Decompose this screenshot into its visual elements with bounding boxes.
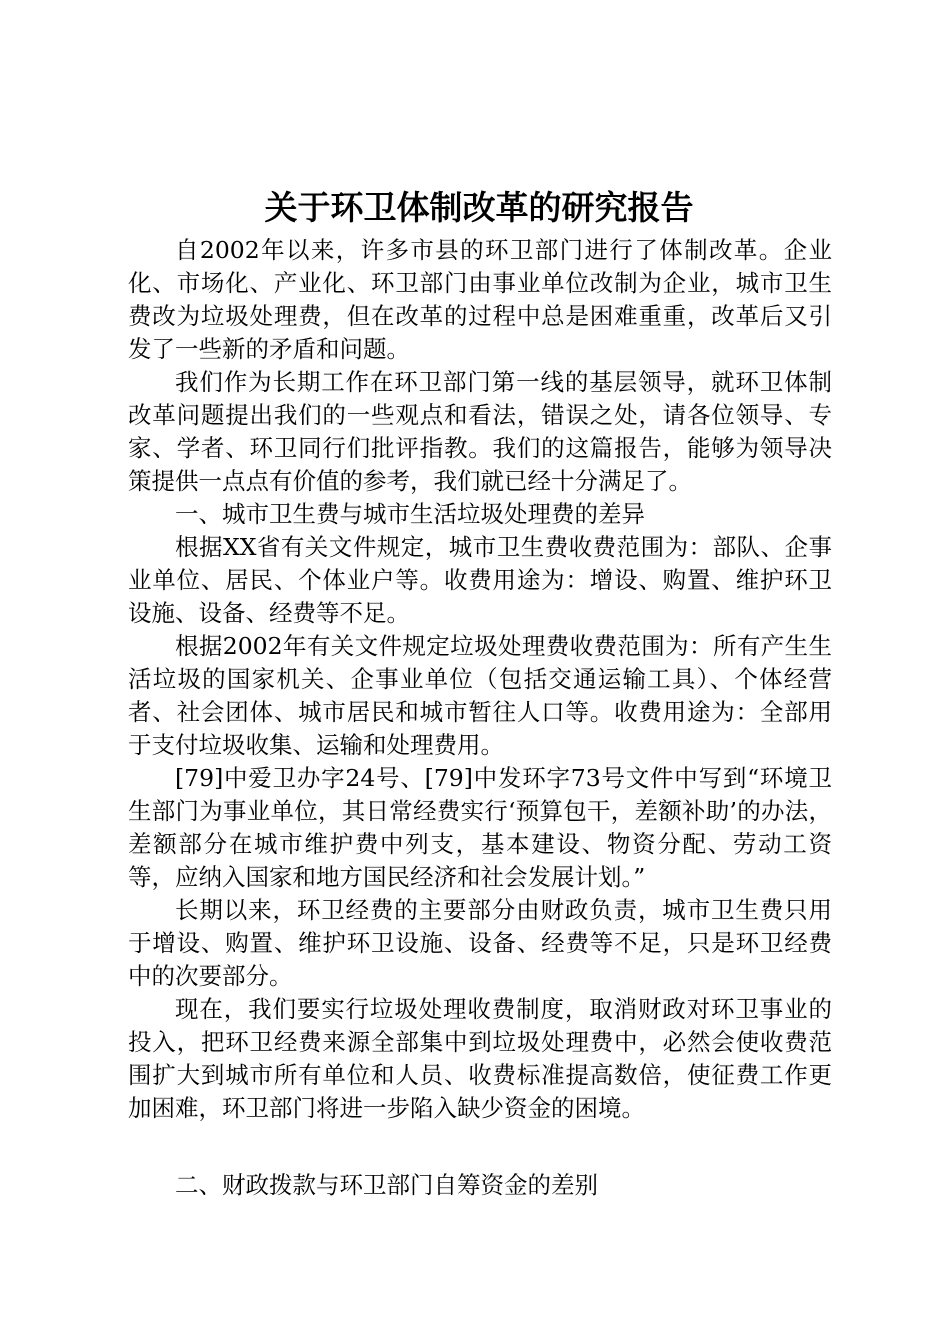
document-title: 关于环卫体制改革的研究报告 [264,188,694,227]
section-heading-two: 二、财政拨款与环卫部门自筹资金的差别 [175,1171,598,1199]
paragraph-intro: 自2002年以来，许多市县的环卫部门进行了体制改革。企业化、市场化、产业化、环卫部门由事业单位改制为企业，城市卫生费改为垃圾处理费，但在改革的过程中总是困难重重，改革后又引发了一些新的矛盾和问题。 [128,236,832,363]
paragraph-current-situation: 现在，我们要实行垃圾处理收费制度，取消财政对环卫事业的投入，把环卫经费来源全部集中到垃圾处理费中，必然会使收费范围扩大到城市所有单位和人员、收费标准提高数倍，使征费工作更加困难，环卫部门将进一步陷入缺少资金的困境。 [128,995,832,1122]
paragraph-purpose: 我们作为长期工作在环卫部门第一线的基层领导，就环卫体制改革问题提出我们的一些观点和看法，错误之处，请各位领导、专家、学者、环卫同行们批评指教。我们的这篇报告，能够为领导决策提供一点点有价值的参考，我们就已经十分满足了。 [128,368,832,495]
paragraph-funding-history: 长期以来，环卫经费的主要部分由财政负责，城市卫生费只用于增设、购置、维护环卫设施、设备、经费等不足，只是环卫经费中的次要部分。 [128,896,832,990]
paragraph-gap [128,1125,832,1169]
paragraph-document-citation: [79]中爱卫办字24号、[79]中发环字73号文件中写到“环境卫生部门为事业单位，其日常经费实行‘预算包干，差额补助’的办法，差额部分在城市维护费中列支，基本建设、物资分配、劳动工资等，应纳入国家和地方国民经济和社会发展计划。” [128,764,832,891]
document-body [128,234,832,1202]
paragraph-garbage-fee-scope: 根据2002年有关文件规定垃圾处理费收费范围为：所有产生生活垃圾的国家机关、企事业单位（包括交通运输工具）、个体经营者、社会团体、城市居民和城市暂往人口等。收费用途为：全部用于支付垃圾收集、运输和处理费用。 [128,632,832,759]
section-heading-one: 一、城市卫生费与城市生活垃圾处理费的差异 [175,500,645,528]
paragraph-sanitation-fee-scope: 根据XX省有关文件规定，城市卫生费收费范围为：部队、企事业单位、居民、个体业户等。收费用途为：增设、购置、维护环卫设施、设备、经费等不足。 [128,533,832,627]
